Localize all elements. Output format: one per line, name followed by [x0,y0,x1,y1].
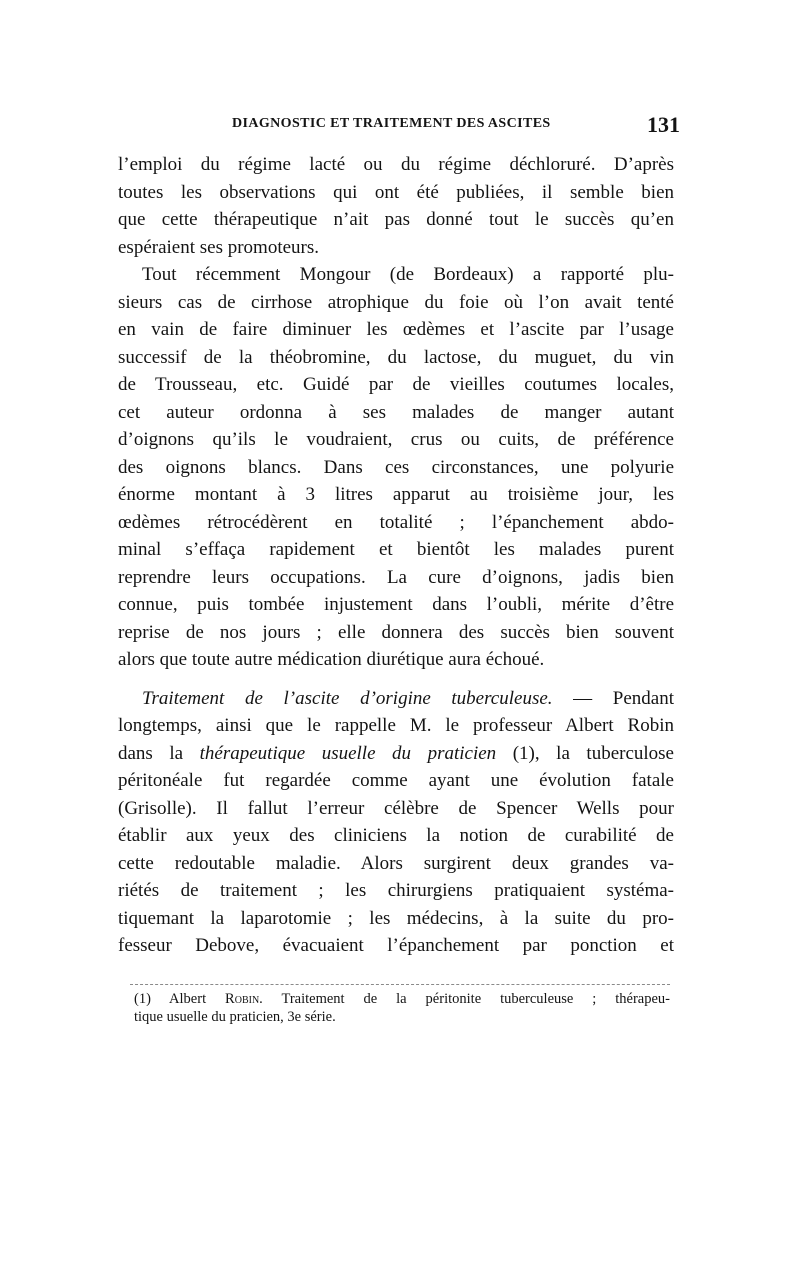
footnote-line [134,990,670,1008]
text-fragment: (1), la tuberculose [496,742,674,764]
text-line: reprise de nos jours ; elle donnera des succès bien souvent [118,621,674,643]
text-line: riétés de traitement ; les chirurgiens pratiquaient systéma- [118,880,674,901]
text-line: œdèmes rétrocédèrent en totalité ; l’épanchement abdo- [118,511,674,533]
running-head: DIAGNOSTIC ET TRAITEMENT DES ASCITES [232,116,551,131]
text-line: successif de la théobromine, du lactose, du muguet, du vin [118,346,674,368]
text-line: tiquemant la laparotomie ; les médecins, à la suite du pro- [118,907,674,929]
text-fragment: dans la [118,742,200,764]
text-line: Tout récemment Mongour (de Bordeaux) a rapporté plu- [142,264,674,285]
paragraph-gap [118,674,674,685]
page-header [120,112,680,142]
footnote [134,990,670,1026]
text-line: des oignons blancs. Dans ces circonstances, une polyurie [118,456,674,478]
text-line: en vain de faire diminuer les œdèmes et l’ascite par l’usage [118,319,674,340]
text-line: cette redoutable maladie. Alors surgirent deux grandes va- [118,852,674,874]
text-line: d’oignons qu’ils le voudraient, crus ou cuits, de préférence [118,429,674,450]
text-line: que cette thérapeutique n’ait pas donné tout le succès qu’en [118,209,674,230]
text-line: minal s’effaça rapidement et bientôt les malades purent [118,539,674,560]
text-line: connue, puis tombée injustement dans l’oubli, mérite d’être [118,594,674,615]
section-title: Traitement de l’ascite d’origine tuberculeuse. [142,687,553,709]
page-number: 131 [647,112,680,137]
text-line [118,740,674,768]
text-line: toutes les observations qui ont été publiées, il semble bien [118,181,674,203]
text-fragment: — Pendant [552,687,674,709]
text-line: alors que toute autre médication diurétique aura échoué. [118,649,545,670]
text-line: de Trousseau, etc. Guidé par de vieilles coutumes locales, [118,374,674,395]
text-fragment: . Traitement de la péritonite tuberculeuse ; thérapeu- [259,991,671,1007]
text-line: espéraient ses promoteurs. [118,236,320,258]
text-line: établir aux yeux des cliniciens la notion de curabilité de [118,825,674,846]
text-line: sieurs cas de cirrhose atrophique du foie où l’on avait tenté [118,291,674,313]
text-line: longtemps, ainsi que le rappelle M. le professeur Albert Robin [118,715,674,736]
footnote-author: Robin [225,991,260,1007]
footnote-marker: (1) Albert [134,991,226,1007]
text-line: énorme montant à 3 litres apparut au troisième jour, les [118,484,674,505]
text-line: l’emploi du régime lacté ou du régime déchloruré. D’après [118,154,674,175]
body-text [118,151,674,960]
text-line: péritonéale fut regardée comme ayant une évolution fatale [118,770,674,791]
text-line: reprendre leurs occupations. La cure d’oignons, jadis bien [118,566,674,588]
text-line: cet auteur ordonna à ses malades de manger autant [118,401,674,423]
text-line: fesseur Debove, évacuaient l’épanchement par ponction et [118,935,674,956]
footnote-divider [130,984,670,985]
section-heading-line [118,685,674,713]
cited-work-title: thérapeutique usuelle du praticien [199,742,497,764]
text-line: (Grisolle). Il fallut l’erreur célèbre de Spencer Wells pour [118,797,674,819]
footnote-line: tique usuelle du praticien, 3e série. [134,1009,336,1025]
